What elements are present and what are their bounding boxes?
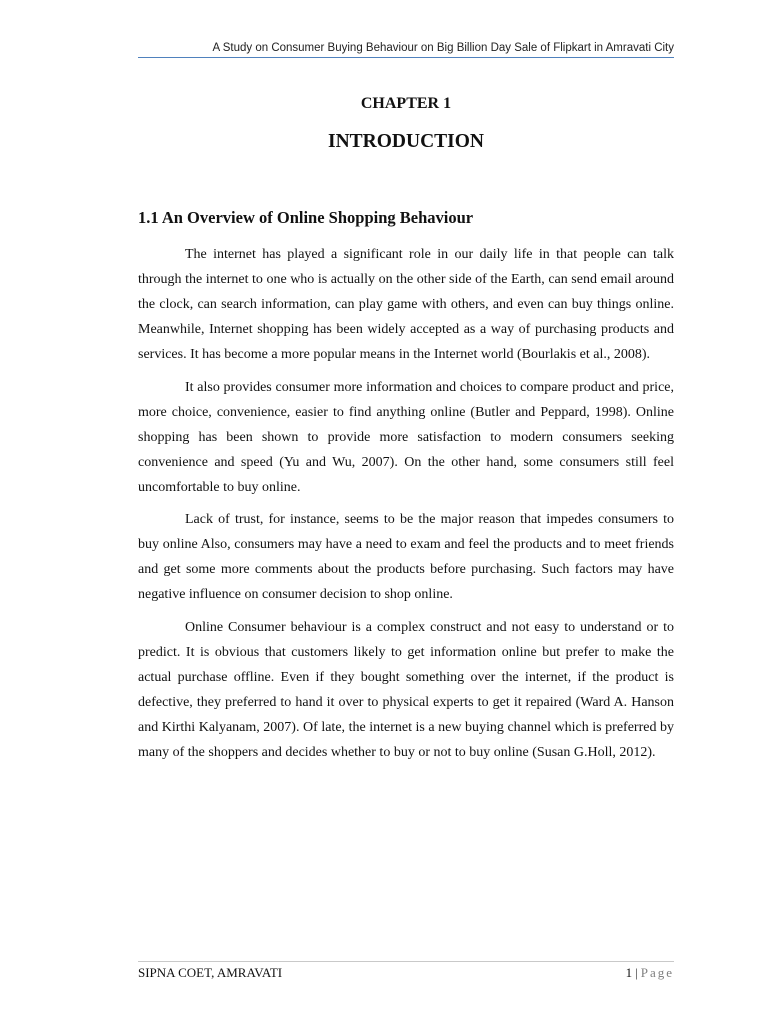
section-heading: 1.1 An Overview of Online Shopping Behaviour	[138, 208, 474, 227]
chapter-title: INTRODUCTION	[327, 131, 485, 152]
page-footer	[138, 961, 674, 981]
paragraph: Online Consumer behaviour is a complex construct and not easy to understand or to predict. It is obvious that customers likely to get information online but prefer to make the actual purchase offline. Even if they bought something over the internet, if the product is defective, they preferred to hand it over to physical experts to get it repaired (Ward A. Hanson and Kirthi Kalyanam, 2007). Of late, the internet is a new buying channel which is preferred by many of the shoppers and decides whether to buy or not to buy online (Susan G.Holl, 2012).	[138, 619, 674, 760]
footer-institution: SIPNA COET, AMRAVATI	[138, 965, 283, 980]
body-text	[138, 242, 674, 772]
page-word: Page	[640, 965, 674, 980]
page-number-block	[626, 965, 674, 981]
paragraph: It also provides consumer more information and choices to compare product and price, more choice, convenience, easier to find anything online (Butler and Peppard, 1998). Online shopping has been shown to provide more satisfaction to modern consumers seeking convenience and speed (Yu and Wu, 2007). On the other hand, some consumers still feel uncomfortable to buy online.	[138, 379, 674, 495]
page-number: 1	[625, 965, 633, 980]
running-header: A Study on Consumer Buying Behaviour on Big Billion Day Sale of Flipkart in Amravati City	[138, 42, 674, 58]
chapter-label: CHAPTER 1	[360, 95, 452, 112]
paragraph: The internet has played a significant role in our daily life in that people can talk through the internet to one who is actually on the other side of the Earth, can send email around the clock, can search information, can play game with others, and even can buy things online. Meanwhile, Internet shopping has been widely accepted as a way of purchasing products and services. It has become a more popular means in the Internet world (Bourlakis et al., 2008).	[138, 247, 674, 362]
paragraph: Lack of trust, for instance, seems to be the major reason that impedes consumers to buy online Also, consumers may have a need to exam and feel the products and to meet friends and get some more comments about the products before purchasing. Such factors may have negative influence on consumer decision to shop online.	[138, 512, 674, 602]
page-separator: |	[635, 965, 638, 980]
